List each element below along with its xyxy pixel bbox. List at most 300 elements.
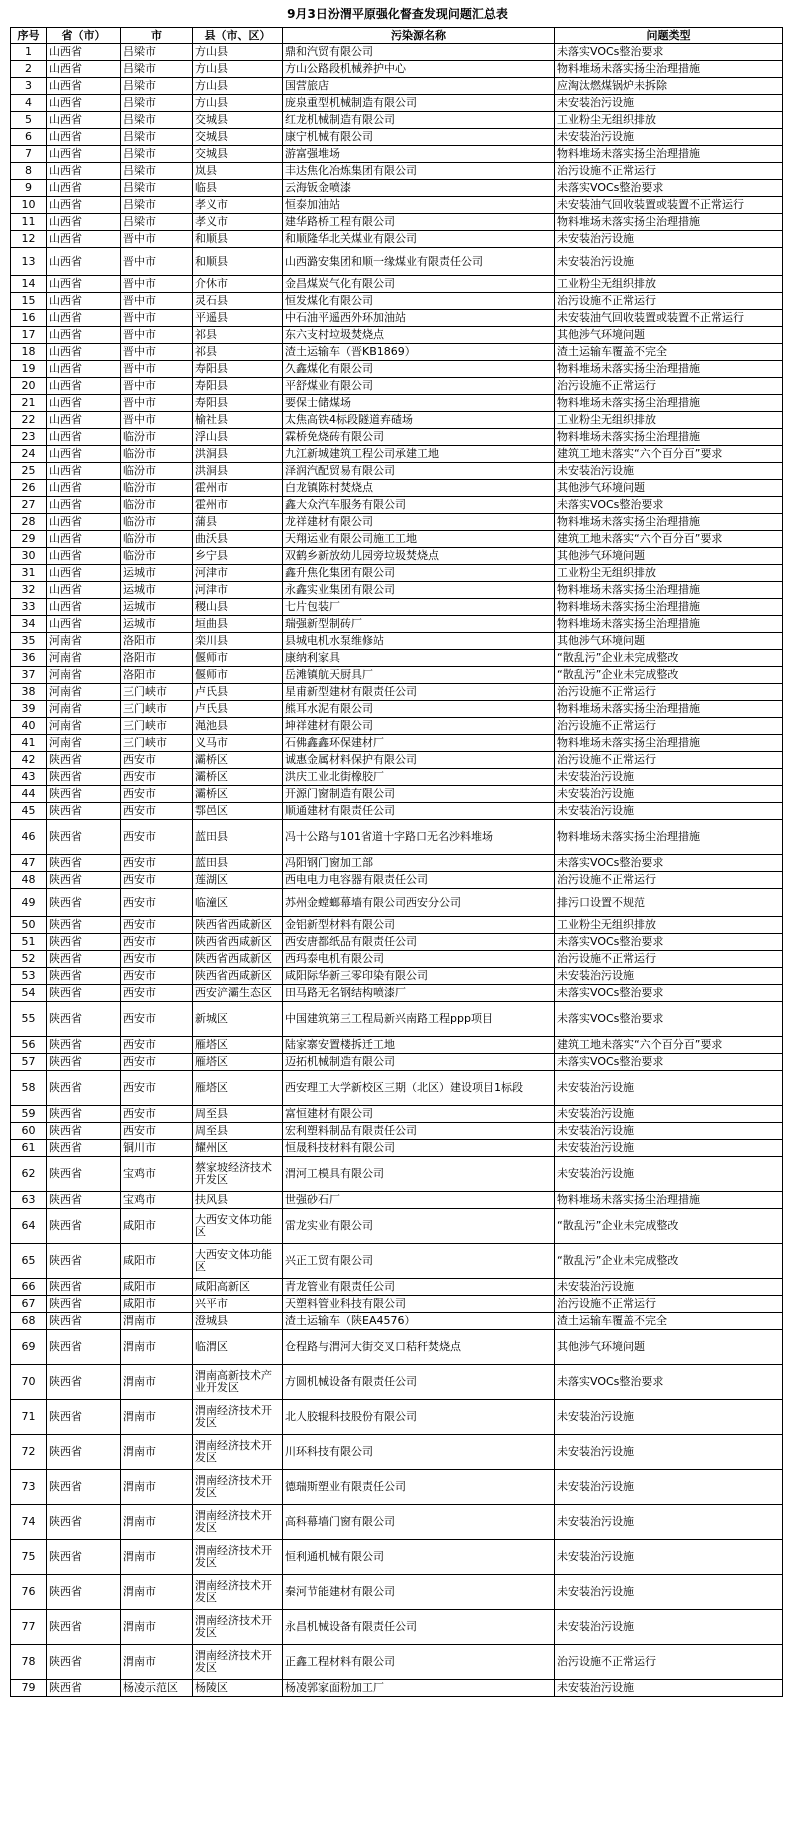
cell-index: 7 bbox=[11, 146, 47, 163]
cell-province: 陕西省 bbox=[47, 985, 121, 1002]
cell-province: 陕西省 bbox=[47, 1645, 121, 1680]
cell-index: 26 bbox=[11, 480, 47, 497]
cell-issue-type: 未安装治污设施 bbox=[555, 1435, 783, 1470]
cell-city: 西安市 bbox=[121, 786, 193, 803]
cell-province: 山西省 bbox=[47, 293, 121, 310]
table-row bbox=[11, 197, 783, 214]
cell-county: 渭南经济技术开发区 bbox=[193, 1505, 283, 1540]
cell-city: 西安市 bbox=[121, 855, 193, 872]
cell-index: 66 bbox=[11, 1279, 47, 1296]
cell-issue-type: 治污设施不正常运行 bbox=[555, 872, 783, 889]
cell-city: 西安市 bbox=[121, 820, 193, 855]
cell-index: 76 bbox=[11, 1575, 47, 1610]
cell-issue-type: “散乱污”企业未完成整改 bbox=[555, 667, 783, 684]
cell-source-name: 苏州金螳螂幕墙有限公司西安分公司 bbox=[283, 889, 555, 917]
cell-county: 交城县 bbox=[193, 146, 283, 163]
cell-source-name: 西安唐都纸品有限责任公司 bbox=[283, 934, 555, 951]
cell-city: 临汾市 bbox=[121, 497, 193, 514]
cell-city: 渭南市 bbox=[121, 1575, 193, 1610]
cell-county: 河津市 bbox=[193, 565, 283, 582]
table-row bbox=[11, 1400, 783, 1435]
cell-province: 陕西省 bbox=[47, 803, 121, 820]
cell-province: 陕西省 bbox=[47, 1209, 121, 1244]
cell-province: 陕西省 bbox=[47, 889, 121, 917]
cell-issue-type: 治污设施不正常运行 bbox=[555, 163, 783, 180]
table-row bbox=[11, 293, 783, 310]
cell-issue-type: 未落实VOCs整治要求 bbox=[555, 1054, 783, 1071]
cell-province: 山西省 bbox=[47, 327, 121, 344]
cell-province: 山西省 bbox=[47, 463, 121, 480]
cell-county: 渭南经济技术开发区 bbox=[193, 1400, 283, 1435]
table-row bbox=[11, 446, 783, 463]
cell-county: 方山县 bbox=[193, 61, 283, 78]
cell-county: 陕西省西咸新区 bbox=[193, 917, 283, 934]
cell-city: 西安市 bbox=[121, 752, 193, 769]
cell-source-name: 田马路无名钢结构喷漆厂 bbox=[283, 985, 555, 1002]
cell-city: 铜川市 bbox=[121, 1140, 193, 1157]
table-row bbox=[11, 344, 783, 361]
cell-index: 64 bbox=[11, 1209, 47, 1244]
table-row bbox=[11, 361, 783, 378]
table-row bbox=[11, 872, 783, 889]
cell-city: 吕梁市 bbox=[121, 95, 193, 112]
cell-index: 63 bbox=[11, 1192, 47, 1209]
cell-county: 周至县 bbox=[193, 1123, 283, 1140]
cell-source-name: 石佛鑫鑫环保建材厂 bbox=[283, 735, 555, 752]
cell-province: 陕西省 bbox=[47, 786, 121, 803]
cell-county: 临县 bbox=[193, 180, 283, 197]
cell-index: 23 bbox=[11, 429, 47, 446]
cell-province: 陕西省 bbox=[47, 934, 121, 951]
table-row bbox=[11, 1071, 783, 1106]
cell-county: 偃师市 bbox=[193, 667, 283, 684]
table-row bbox=[11, 1037, 783, 1054]
cell-province: 山西省 bbox=[47, 231, 121, 248]
cell-source-name: 德瑞斯塑业有限责任公司 bbox=[283, 1470, 555, 1505]
table-row bbox=[11, 752, 783, 769]
table-row bbox=[11, 78, 783, 95]
cell-issue-type: 未安装治污设施 bbox=[555, 248, 783, 276]
table-row bbox=[11, 889, 783, 917]
table-row bbox=[11, 1470, 783, 1505]
table-row bbox=[11, 276, 783, 293]
cell-issue-type: 未安装治污设施 bbox=[555, 803, 783, 820]
cell-issue-type: 建筑工地未落实“六个百分百”要求 bbox=[555, 1037, 783, 1054]
table-row bbox=[11, 61, 783, 78]
cell-issue-type: 治污设施不正常运行 bbox=[555, 1645, 783, 1680]
cell-source-name: 开源门窗制造有限公司 bbox=[283, 786, 555, 803]
cell-province: 山西省 bbox=[47, 378, 121, 395]
cell-issue-type: 治污设施不正常运行 bbox=[555, 1296, 783, 1313]
table-row bbox=[11, 633, 783, 650]
inspection-table bbox=[10, 27, 783, 1697]
cell-county: 寿阳县 bbox=[193, 378, 283, 395]
cell-county: 雁塔区 bbox=[193, 1054, 283, 1071]
cell-city: 渭南市 bbox=[121, 1313, 193, 1330]
table-row bbox=[11, 1157, 783, 1192]
table-row bbox=[11, 616, 783, 633]
cell-issue-type: 建筑工地未落实“六个百分百”要求 bbox=[555, 531, 783, 548]
cell-index: 50 bbox=[11, 917, 47, 934]
cell-city: 晋中市 bbox=[121, 412, 193, 429]
cell-issue-type: “散乱污”企业未完成整改 bbox=[555, 650, 783, 667]
cell-index: 27 bbox=[11, 497, 47, 514]
cell-source-name: 七片包装厂 bbox=[283, 599, 555, 616]
cell-source-name: 白龙镇陈村焚烧点 bbox=[283, 480, 555, 497]
cell-county: 大西安文体功能区 bbox=[193, 1209, 283, 1244]
cell-index: 6 bbox=[11, 129, 47, 146]
table-row bbox=[11, 531, 783, 548]
cell-county: 渭南经济技术开发区 bbox=[193, 1645, 283, 1680]
cell-issue-type: 未安装治污设施 bbox=[555, 786, 783, 803]
cell-index: 74 bbox=[11, 1505, 47, 1540]
table-row bbox=[11, 214, 783, 231]
cell-source-name: 红龙机械制造有限公司 bbox=[283, 112, 555, 129]
cell-county: 大西安文体功能区 bbox=[193, 1244, 283, 1279]
cell-city: 吕梁市 bbox=[121, 44, 193, 61]
cell-source-name: 恒泰加油站 bbox=[283, 197, 555, 214]
cell-index: 68 bbox=[11, 1313, 47, 1330]
cell-index: 5 bbox=[11, 112, 47, 129]
cell-issue-type: 渣土运输车覆盖不完全 bbox=[555, 1313, 783, 1330]
table-row bbox=[11, 1330, 783, 1365]
cell-index: 53 bbox=[11, 968, 47, 985]
cell-city: 晋中市 bbox=[121, 344, 193, 361]
table-row bbox=[11, 480, 783, 497]
cell-source-name: 正鑫工程材料有限公司 bbox=[283, 1645, 555, 1680]
cell-county: 蓝田县 bbox=[193, 855, 283, 872]
cell-issue-type: 治污设施不正常运行 bbox=[555, 718, 783, 735]
cell-province: 山西省 bbox=[47, 44, 121, 61]
cell-index: 65 bbox=[11, 1244, 47, 1279]
cell-province: 山西省 bbox=[47, 412, 121, 429]
cell-county: 杨陵区 bbox=[193, 1680, 283, 1697]
cell-index: 37 bbox=[11, 667, 47, 684]
cell-county: 交城县 bbox=[193, 129, 283, 146]
cell-index: 71 bbox=[11, 1400, 47, 1435]
cell-issue-type: 物料堆场未落实扬尘治理措施 bbox=[555, 429, 783, 446]
cell-issue-type: 未安装治污设施 bbox=[555, 968, 783, 985]
cell-county: 临渭区 bbox=[193, 1330, 283, 1365]
cell-issue-type: 物料堆场未落实扬尘治理措施 bbox=[555, 395, 783, 412]
cell-city: 运城市 bbox=[121, 565, 193, 582]
cell-index: 70 bbox=[11, 1365, 47, 1400]
cell-province: 陕西省 bbox=[47, 855, 121, 872]
cell-issue-type: 治污设施不正常运行 bbox=[555, 684, 783, 701]
cell-source-name: 霖桥免烧砖有限公司 bbox=[283, 429, 555, 446]
cell-source-name: 康纳利家具 bbox=[283, 650, 555, 667]
cell-issue-type: 其他涉气环境问题 bbox=[555, 633, 783, 650]
cell-county: 渭南经济技术开发区 bbox=[193, 1470, 283, 1505]
table-row bbox=[11, 718, 783, 735]
cell-county: 西安浐灞生态区 bbox=[193, 985, 283, 1002]
cell-source-name: 天塑料管业科技有限公司 bbox=[283, 1296, 555, 1313]
cell-city: 渭南市 bbox=[121, 1435, 193, 1470]
cell-issue-type: 未落实VOCs整治要求 bbox=[555, 44, 783, 61]
cell-city: 西安市 bbox=[121, 934, 193, 951]
cell-city: 晋中市 bbox=[121, 361, 193, 378]
cell-province: 山西省 bbox=[47, 129, 121, 146]
cell-source-name: 冯十公路与101省道十字路口无名沙料堆场 bbox=[283, 820, 555, 855]
table-row bbox=[11, 163, 783, 180]
cell-city: 洛阳市 bbox=[121, 667, 193, 684]
cell-county: 曲沃县 bbox=[193, 531, 283, 548]
cell-index: 13 bbox=[11, 248, 47, 276]
cell-index: 54 bbox=[11, 985, 47, 1002]
cell-province: 山西省 bbox=[47, 248, 121, 276]
cell-city: 咸阳市 bbox=[121, 1296, 193, 1313]
cell-source-name: 西玛泰电机有限公司 bbox=[283, 951, 555, 968]
cell-source-name: 中国建筑第三工程局新兴南路工程ppp项目 bbox=[283, 1002, 555, 1037]
cell-county: 和顺县 bbox=[193, 231, 283, 248]
cell-issue-type: 渣土运输车覆盖不完全 bbox=[555, 344, 783, 361]
cell-source-name: 西安理工大学新校区三期（北区）建设项目1标段 bbox=[283, 1071, 555, 1106]
cell-province: 山西省 bbox=[47, 78, 121, 95]
cell-city: 咸阳市 bbox=[121, 1244, 193, 1279]
cell-county: 蓝田县 bbox=[193, 820, 283, 855]
cell-index: 43 bbox=[11, 769, 47, 786]
cell-county: 霍州市 bbox=[193, 480, 283, 497]
cell-issue-type: 未落实VOCs整治要求 bbox=[555, 1365, 783, 1400]
cell-index: 32 bbox=[11, 582, 47, 599]
table-row bbox=[11, 129, 783, 146]
cell-province: 陕西省 bbox=[47, 1037, 121, 1054]
cell-issue-type: 未落实VOCs整治要求 bbox=[555, 497, 783, 514]
cell-source-name: 兴正工贸有限公司 bbox=[283, 1244, 555, 1279]
cell-index: 3 bbox=[11, 78, 47, 95]
cell-city: 西安市 bbox=[121, 985, 193, 1002]
cell-issue-type: 未安装油气回收装置或装置不正常运行 bbox=[555, 310, 783, 327]
cell-county: 渑池县 bbox=[193, 718, 283, 735]
cell-city: 吕梁市 bbox=[121, 197, 193, 214]
cell-index: 55 bbox=[11, 1002, 47, 1037]
cell-county: 孝义市 bbox=[193, 197, 283, 214]
table-row bbox=[11, 1244, 783, 1279]
cell-province: 河南省 bbox=[47, 718, 121, 735]
cell-city: 运城市 bbox=[121, 616, 193, 633]
cell-issue-type: 未安装治污设施 bbox=[555, 1680, 783, 1697]
cell-city: 宝鸡市 bbox=[121, 1157, 193, 1192]
cell-city: 吕梁市 bbox=[121, 163, 193, 180]
cell-county: 渭南经济技术开发区 bbox=[193, 1610, 283, 1645]
table-row bbox=[11, 786, 783, 803]
cell-province: 山西省 bbox=[47, 548, 121, 565]
cell-city: 吕梁市 bbox=[121, 214, 193, 231]
cell-city: 杨凌示范区 bbox=[121, 1680, 193, 1697]
cell-province: 陕西省 bbox=[47, 1071, 121, 1106]
cell-source-name: 恒晟科技材料有限公司 bbox=[283, 1140, 555, 1157]
cell-province: 陕西省 bbox=[47, 1470, 121, 1505]
table-row bbox=[11, 1505, 783, 1540]
cell-city: 渭南市 bbox=[121, 1540, 193, 1575]
cell-city: 西安市 bbox=[121, 1037, 193, 1054]
cell-county: 洪洞县 bbox=[193, 446, 283, 463]
cell-county: 渭南经济技术开发区 bbox=[193, 1540, 283, 1575]
cell-county: 平遥县 bbox=[193, 310, 283, 327]
cell-index: 44 bbox=[11, 786, 47, 803]
cell-issue-type: 未安装治污设施 bbox=[555, 1610, 783, 1645]
table-row bbox=[11, 1002, 783, 1037]
table-row bbox=[11, 378, 783, 395]
cell-source-name: 诚惠金属材料保护有限公司 bbox=[283, 752, 555, 769]
cell-county: 乡宁县 bbox=[193, 548, 283, 565]
cell-city: 宝鸡市 bbox=[121, 1192, 193, 1209]
cell-issue-type: 应淘汰燃煤锅炉未拆除 bbox=[555, 78, 783, 95]
cell-county: 雁塔区 bbox=[193, 1071, 283, 1106]
cell-province: 山西省 bbox=[47, 582, 121, 599]
cell-province: 山西省 bbox=[47, 112, 121, 129]
cell-source-name: 熊耳水泥有限公司 bbox=[283, 701, 555, 718]
table-row bbox=[11, 1645, 783, 1680]
cell-source-name: 山西潞安集团和顺一缘煤业有限责任公司 bbox=[283, 248, 555, 276]
cell-issue-type: 未安装治污设施 bbox=[555, 769, 783, 786]
cell-province: 陕西省 bbox=[47, 872, 121, 889]
cell-issue-type: 其他涉气环境问题 bbox=[555, 327, 783, 344]
cell-province: 陕西省 bbox=[47, 1157, 121, 1192]
table-row bbox=[11, 412, 783, 429]
col-header-source: 污染源名称 bbox=[283, 28, 555, 44]
table-row bbox=[11, 1610, 783, 1645]
cell-province: 山西省 bbox=[47, 497, 121, 514]
cell-index: 41 bbox=[11, 735, 47, 752]
table-row bbox=[11, 820, 783, 855]
cell-province: 陕西省 bbox=[47, 1400, 121, 1435]
cell-county: 灞桥区 bbox=[193, 752, 283, 769]
table-row bbox=[11, 769, 783, 786]
cell-issue-type: 未安装治污设施 bbox=[555, 1157, 783, 1192]
table-row bbox=[11, 1680, 783, 1697]
table-row bbox=[11, 1575, 783, 1610]
cell-index: 16 bbox=[11, 310, 47, 327]
cell-source-name: 永昌机械设备有限责任公司 bbox=[283, 1610, 555, 1645]
cell-city: 西安市 bbox=[121, 1071, 193, 1106]
cell-province: 山西省 bbox=[47, 395, 121, 412]
cell-city: 吕梁市 bbox=[121, 129, 193, 146]
cell-province: 陕西省 bbox=[47, 1365, 121, 1400]
cell-source-name: 双鹤乡新放幼儿园旁垃圾焚烧点 bbox=[283, 548, 555, 565]
table-row bbox=[11, 1540, 783, 1575]
table-row bbox=[11, 650, 783, 667]
cell-city: 临汾市 bbox=[121, 480, 193, 497]
cell-province: 山西省 bbox=[47, 514, 121, 531]
table-row bbox=[11, 146, 783, 163]
cell-province: 山西省 bbox=[47, 480, 121, 497]
cell-county: 临潼区 bbox=[193, 889, 283, 917]
cell-province: 陕西省 bbox=[47, 769, 121, 786]
cell-county: 方山县 bbox=[193, 78, 283, 95]
cell-issue-type: “散乱污”企业未完成整改 bbox=[555, 1244, 783, 1279]
cell-city: 三门峡市 bbox=[121, 735, 193, 752]
cell-city: 西安市 bbox=[121, 1054, 193, 1071]
cell-source-name: 九江新城建筑工程公司承建工地 bbox=[283, 446, 555, 463]
cell-issue-type: 未落实VOCs整治要求 bbox=[555, 180, 783, 197]
cell-index: 79 bbox=[11, 1680, 47, 1697]
cell-source-name: 仓程路与渭河大街交叉口秸秆焚烧点 bbox=[283, 1330, 555, 1365]
cell-source-name: 康宁机械有限公司 bbox=[283, 129, 555, 146]
cell-source-name: 秦河节能建材有限公司 bbox=[283, 1575, 555, 1610]
cell-issue-type: 排污口设置不规范 bbox=[555, 889, 783, 917]
cell-index: 34 bbox=[11, 616, 47, 633]
cell-city: 临汾市 bbox=[121, 531, 193, 548]
cell-index: 28 bbox=[11, 514, 47, 531]
cell-province: 山西省 bbox=[47, 344, 121, 361]
table-row bbox=[11, 95, 783, 112]
cell-province: 山西省 bbox=[47, 599, 121, 616]
table-row bbox=[11, 395, 783, 412]
cell-source-name: 金铝新型材料有限公司 bbox=[283, 917, 555, 934]
cell-issue-type: 未安装治污设施 bbox=[555, 95, 783, 112]
col-header-index: 序号 bbox=[11, 28, 47, 44]
table-row bbox=[11, 1106, 783, 1123]
table-row bbox=[11, 1296, 783, 1313]
cell-city: 渭南市 bbox=[121, 1330, 193, 1365]
cell-source-name: 鑫升焦化集团有限公司 bbox=[283, 565, 555, 582]
cell-city: 晋中市 bbox=[121, 395, 193, 412]
cell-issue-type: 未安装油气回收装置或装置不正常运行 bbox=[555, 197, 783, 214]
cell-index: 2 bbox=[11, 61, 47, 78]
cell-index: 49 bbox=[11, 889, 47, 917]
cell-city: 晋中市 bbox=[121, 293, 193, 310]
cell-index: 47 bbox=[11, 855, 47, 872]
cell-city: 临汾市 bbox=[121, 429, 193, 446]
cell-province: 山西省 bbox=[47, 565, 121, 582]
cell-county: 陕西省西咸新区 bbox=[193, 951, 283, 968]
table-row bbox=[11, 735, 783, 752]
cell-issue-type: 治污设施不正常运行 bbox=[555, 752, 783, 769]
cell-index: 17 bbox=[11, 327, 47, 344]
table-row bbox=[11, 180, 783, 197]
cell-index: 35 bbox=[11, 633, 47, 650]
table-row bbox=[11, 684, 783, 701]
cell-issue-type: 物料堆场未落实扬尘治理措施 bbox=[555, 820, 783, 855]
cell-province: 山西省 bbox=[47, 446, 121, 463]
cell-county: 鄠邑区 bbox=[193, 803, 283, 820]
cell-index: 21 bbox=[11, 395, 47, 412]
table-row bbox=[11, 667, 783, 684]
cell-source-name: 游富强堆场 bbox=[283, 146, 555, 163]
cell-county: 方山县 bbox=[193, 44, 283, 61]
cell-county: 浮山县 bbox=[193, 429, 283, 446]
cell-index: 19 bbox=[11, 361, 47, 378]
cell-city: 西安市 bbox=[121, 872, 193, 889]
cell-county: 孝义市 bbox=[193, 214, 283, 231]
col-header-county: 县（市、区） bbox=[193, 28, 283, 44]
table-row bbox=[11, 1365, 783, 1400]
cell-issue-type: 未安装治污设施 bbox=[555, 463, 783, 480]
cell-source-name: 西电电力电容器有限责任公司 bbox=[283, 872, 555, 889]
cell-county: 栾川县 bbox=[193, 633, 283, 650]
cell-issue-type: 未落实VOCs整治要求 bbox=[555, 985, 783, 1002]
cell-source-name: 杨凌郭家面粉加工厂 bbox=[283, 1680, 555, 1697]
cell-city: 三门峡市 bbox=[121, 684, 193, 701]
cell-source-name: 渣土运输车（陕EA4576） bbox=[283, 1313, 555, 1330]
cell-index: 67 bbox=[11, 1296, 47, 1313]
cell-city: 晋中市 bbox=[121, 378, 193, 395]
cell-city: 三门峡市 bbox=[121, 718, 193, 735]
col-header-city: 市 bbox=[121, 28, 193, 44]
cell-province: 山西省 bbox=[47, 214, 121, 231]
cell-index: 11 bbox=[11, 214, 47, 231]
cell-source-name: 迈拓机械制造有限公司 bbox=[283, 1054, 555, 1071]
cell-city: 吕梁市 bbox=[121, 146, 193, 163]
cell-issue-type: 物料堆场未落实扬尘治理措施 bbox=[555, 1192, 783, 1209]
cell-index: 72 bbox=[11, 1435, 47, 1470]
cell-issue-type: 未安装治污设施 bbox=[555, 231, 783, 248]
cell-city: 渭南市 bbox=[121, 1365, 193, 1400]
cell-city: 晋中市 bbox=[121, 276, 193, 293]
cell-province: 陕西省 bbox=[47, 968, 121, 985]
cell-issue-type: 未落实VOCs整治要求 bbox=[555, 855, 783, 872]
